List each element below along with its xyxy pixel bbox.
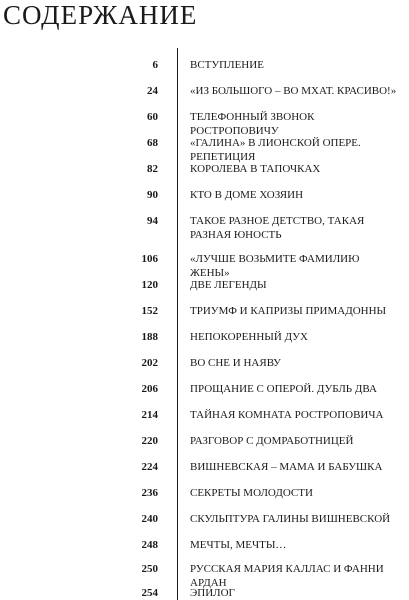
page-number: 250 <box>141 563 158 575</box>
chapter-title: ПРОЩАНИЕ С ОПЕРОЙ. ДУБЛЬ ДВА <box>190 383 377 395</box>
page-number: 106 <box>141 253 158 265</box>
chapter-title: СЕКРЕТЫ МОЛОДОСТИ <box>190 487 313 499</box>
chapter-title: «ГАЛИНА» В ЛИОНСКОЙ ОПЕРЕ. РЕПЕТИЦИЯ <box>190 137 361 163</box>
chapter-title: ВИШНЕВСКАЯ – МАМА И БАБУШКА <box>190 461 383 473</box>
page-number: 214 <box>141 409 158 421</box>
page-title: СОДЕРЖАНИЕ <box>3 0 198 30</box>
chapter-title: РАЗГОВОР С ДОМРАБОТНИЦЕЙ <box>190 435 354 447</box>
chapter-title: ДВЕ ЛЕГЕНДЫ <box>190 279 267 291</box>
chapter-title: «ЛУЧШЕ ВОЗЬМИТЕ ФАМИЛИЮ ЖЕНЫ» <box>190 253 360 279</box>
chapter-title: «ИЗ БОЛЬШОГО – ВО МХАТ. КРАСИВО!» <box>190 85 397 97</box>
page-number: 236 <box>141 487 158 499</box>
page-number: 90 <box>147 189 158 201</box>
chapter-title: ВСТУПЛЕНИЕ <box>190 59 264 71</box>
chapter-title: ЭПИЛОГ <box>190 587 235 599</box>
page-number: 206 <box>141 383 158 395</box>
page-number: 24 <box>147 85 158 97</box>
chapter-title: КТО В ДОМЕ ХОЗЯИН <box>190 189 304 201</box>
chapter-title: МЕЧТЫ, МЕЧТЫ… <box>190 539 287 551</box>
page-number: 6 <box>152 59 158 71</box>
chapter-title: ТРИУМФ И КАПРИЗЫ ПРИМАДОННЫ <box>190 305 387 317</box>
chapter-title: ТАКОЕ РАЗНОЕ ДЕТСТВО, ТАКАЯ РАЗНАЯ ЮНОСТЬ <box>190 215 365 241</box>
page-number: 152 <box>141 305 158 317</box>
page-number: 82 <box>147 163 158 175</box>
page-number: 94 <box>147 215 158 227</box>
page-number: 202 <box>141 357 158 369</box>
chapter-title: НЕПОКОРЕННЫЙ ДУХ <box>190 331 308 343</box>
page-number: 120 <box>141 279 158 291</box>
chapter-title: ТАЙНАЯ КОМНАТА РОСТРОПОВИЧА <box>190 409 384 421</box>
page-number: 220 <box>141 435 158 447</box>
page-number: 254 <box>141 587 158 599</box>
page-number: 60 <box>147 111 158 123</box>
chapter-title: РУССКАЯ МАРИЯ КАЛЛАС И ФАННИ АРДАН <box>190 563 384 589</box>
page-number: 248 <box>141 539 158 551</box>
chapter-title: ВО СНЕ И НАЯВУ <box>190 357 281 369</box>
page-number: 240 <box>141 513 158 525</box>
page-number: 68 <box>147 137 158 149</box>
chapter-title: ТЕЛЕФОННЫЙ ЗВОНОК РОСТРОПОВИЧУ <box>190 111 315 137</box>
column-divider <box>177 48 178 600</box>
chapter-title: СКУЛЬПТУРА ГАЛИНЫ ВИШНЕВСКОЙ <box>190 513 391 525</box>
page-number: 188 <box>141 331 158 343</box>
page-number: 224 <box>141 461 158 473</box>
chapter-title: КОРОЛЕВА В ТАПОЧКАХ <box>190 163 321 175</box>
